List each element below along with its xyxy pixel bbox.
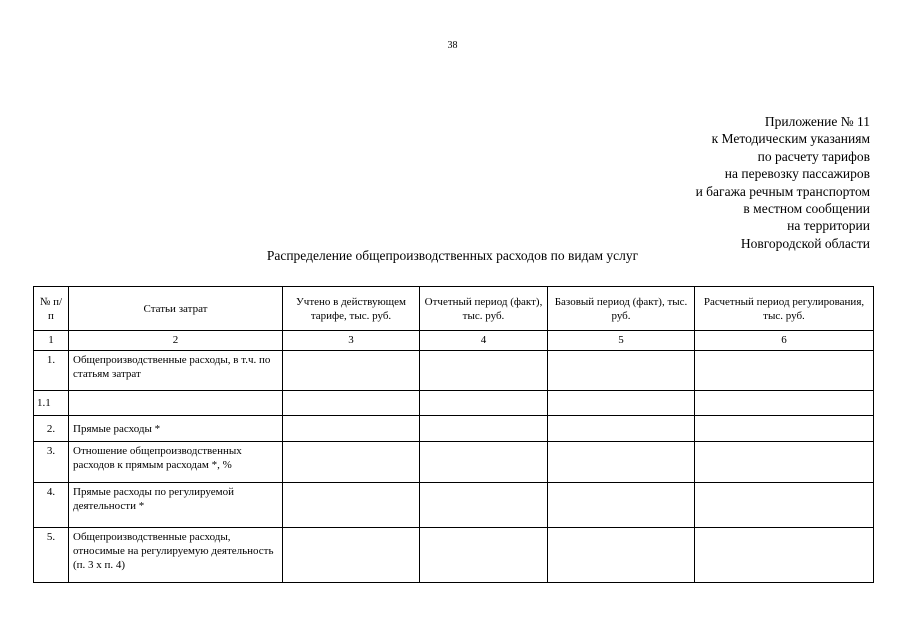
value-cell [420, 483, 548, 528]
appendix-line: по расчету тарифов [757, 148, 870, 164]
appendix-line: и багажа речным транспортом [695, 183, 870, 199]
cost-item-name [69, 391, 283, 416]
table-row [34, 528, 874, 583]
row-number: 2. [34, 416, 69, 442]
table-row [34, 391, 874, 416]
value-cell [420, 416, 548, 442]
table-row [34, 483, 874, 528]
value-cell [283, 528, 420, 583]
column-number: 4 [420, 331, 548, 351]
column-number: 1 [34, 331, 69, 351]
cost-item-name: Прямые расходы * [69, 416, 283, 442]
value-cell [548, 351, 695, 391]
value-cell [420, 351, 548, 391]
cost-item-name: Прямые расходы по регулируемой деятельности * [69, 483, 283, 528]
value-cell [283, 442, 420, 483]
column-header-regulation-period: Расчетный период регулирования, тыс. руб. [695, 287, 874, 331]
value-cell [420, 442, 548, 483]
value-cell [695, 528, 874, 583]
value-cell [283, 483, 420, 528]
table-header-row [34, 287, 874, 331]
column-header-base-period: Базовый период (факт), тыс. руб. [548, 287, 695, 331]
value-cell [548, 442, 695, 483]
value-cell [283, 391, 420, 416]
value-cell [548, 391, 695, 416]
appendix-line: в местном сообщении [743, 201, 870, 217]
appendix-line: Новгородской области [740, 235, 870, 251]
column-number: 3 [283, 331, 420, 351]
value-cell [548, 483, 695, 528]
row-number: 3. [34, 442, 69, 483]
row-number: 1.1 [34, 391, 69, 416]
value-cell [548, 416, 695, 442]
table-row [34, 416, 874, 442]
row-number: 4. [34, 483, 69, 528]
value-cell [695, 351, 874, 391]
column-number: 2 [69, 331, 283, 351]
appendix-line: на перевозку пассажиров [724, 166, 870, 182]
value-cell [695, 391, 874, 416]
value-cell [548, 528, 695, 583]
document-title: Распределение общепроизводственных расходов по видам услуг [266, 248, 639, 263]
appendix-line: Приложение № 11 [764, 114, 870, 129]
value-cell [283, 351, 420, 391]
cost-distribution-table [33, 286, 874, 583]
cost-item-name: Общепроизводственные расходы, в т.ч. по статьям затрат [69, 351, 283, 391]
column-number: 5 [548, 331, 695, 351]
cost-item-name: Общепроизводственные расходы, относимые на регулируемую деятельность (п. 3 х п. 4) [69, 528, 283, 583]
column-header-current-tariff: Учтено в действующем тарифе, тыс. руб. [283, 287, 420, 331]
column-header-cost-item: Статьи затрат [69, 287, 283, 331]
value-cell [695, 483, 874, 528]
page-number: 38 [447, 40, 458, 51]
value-cell [695, 442, 874, 483]
table-row [34, 442, 874, 483]
column-header-reporting-period: Отчетный период (факт), тыс. руб. [420, 287, 548, 331]
row-number: 5. [34, 528, 69, 583]
value-cell [420, 391, 548, 416]
column-number: 6 [695, 331, 874, 351]
row-number: 1. [34, 351, 69, 391]
value-cell [695, 416, 874, 442]
appendix-line: к Методическим указаниям [711, 131, 870, 147]
appendix-line: на территории [787, 218, 870, 234]
cost-item-name: Отношение общепроизводственных расходов к прямым расходам *, % [69, 442, 283, 483]
column-header-number: № п/п [34, 287, 69, 331]
column-number-row [34, 331, 874, 351]
value-cell [420, 528, 548, 583]
table-row [34, 351, 874, 391]
value-cell [283, 416, 420, 442]
appendix-heading [696, 113, 870, 252]
